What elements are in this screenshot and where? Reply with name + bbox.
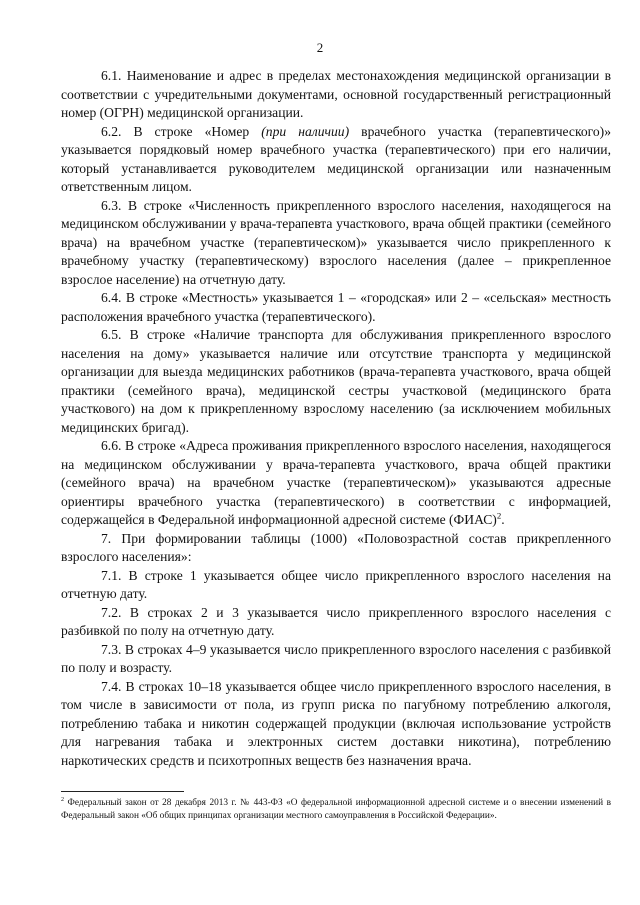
- paragraph-6-2: [61, 123, 611, 197]
- footnote-text: Федеральный закон от 28 декабря 2013 г. № 443-ФЗ «О федеральной информационной адресной системе и о внесении изменений в Федеральный закон «Об общих принципах организации местного самоуправления в Российской Федерации».: [61, 798, 611, 821]
- footnote-separator: [61, 791, 184, 792]
- paragraph-7-4: 7.4. В строках 10–18 указывается общее число прикрепленного взрослого населения, в том числе в зависимости от пола, из групп риска по пагубному потреблению алкоголя, потреблению табака и никотин содержащей продукции (включая использование устройств для нагревания табака и электронных систем доставки никотина), потреблению наркотических средств и психотропных веществ без назначения врача.: [61, 678, 611, 768]
- footnote-reference: 2: [496, 510, 502, 521]
- paragraph-6-3: 6.3. В строке «Численность прикрепленного взрослого населения, находящегося на медицинском обслуживании у врача-терапевта участкового, врача общей практики (семейного врача) на врачебном участке (терапевтическом)» указывается число прикрепленного к врачебному участку (терапевтическому) взрослого населения (далее – прикрепленное взрослое население) на отчетную дату.: [61, 197, 611, 287]
- footnote-marker: 2: [61, 796, 65, 803]
- paragraph-6-6-text: 6.6. В строке «Адреса проживания прикрепленного взрослого населения, находящегося на медицинском обслуживании у врача-терапевта участкового, врача общей практики (семейного врача) на врачебном участке (терапевтическом)» указываются адресные ориентиры врачебного участка (терапевтического) в соответствии с информацией, содержащейся в Федеральной информационной адресной системе (ФИАС): [61, 438, 611, 527]
- paragraph-6-2-rest: врачебного участка (терапевтического)» указывается порядковый номер врачебного участка (терапевтического) при его наличии, который устанавливается руководителем медицинской организации или назначенным ответственным лицом.: [61, 123, 612, 194]
- paragraph-6-2-start: 6.2. В строке «Номер: [101, 123, 262, 139]
- paragraph-6-1: 6.1. Наименование и адрес в пределах местонахождения медицинской организации в соответствии с учредительными документами, основной государственный регистрационный номер (ОГРН) медицинской организации.: [61, 68, 611, 120]
- paragraph-6-6-end: .: [501, 512, 505, 527]
- paragraph-6-5: 6.5. В строке «Наличие транспорта для обслуживания прикрепленного взрослого населения на дому» указывается наличие или отсутствие транспорта у медицинской организации для выезда медицинских работников (врача-терапевта участкового, врача общей практики (семейного врача), медицинской сестры участковой (медицинского брата участкового) на дом к прикрепленному взрослому населению (за исключением мобильных медицинских бригад).: [61, 327, 611, 435]
- paragraph-7-1: 7.1. В строке 1 указывается общее число прикрепленного взрослого населения на отчетную дату.: [61, 567, 611, 601]
- paragraph-7: 7. При формировании таблицы (1000) «Половозрастной состав прикрепленного взрослого населения»:: [61, 530, 611, 564]
- page-number: 2: [316, 40, 324, 55]
- footnote: [61, 797, 611, 823]
- paragraph-7-3: 7.3. В строках 4–9 указывается число прикрепленного взрослого населения с разбивкой по полу и возрасту.: [61, 641, 611, 675]
- paragraph-6-4: 6.4. В строке «Местность» указывается 1 – «городская» или 2 – «сельская» местность расположения врачебного участка (терапевтического).: [61, 290, 611, 324]
- document-body: [61, 67, 611, 770]
- paragraph-7-2: 7.2. В строках 2 и 3 указывается число прикрепленного взрослого населения с разбивкой по полу на отчетную дату.: [61, 604, 611, 638]
- paragraph-6-6: [61, 437, 611, 530]
- paragraph-6-2-italic: (при наличии): [261, 123, 350, 139]
